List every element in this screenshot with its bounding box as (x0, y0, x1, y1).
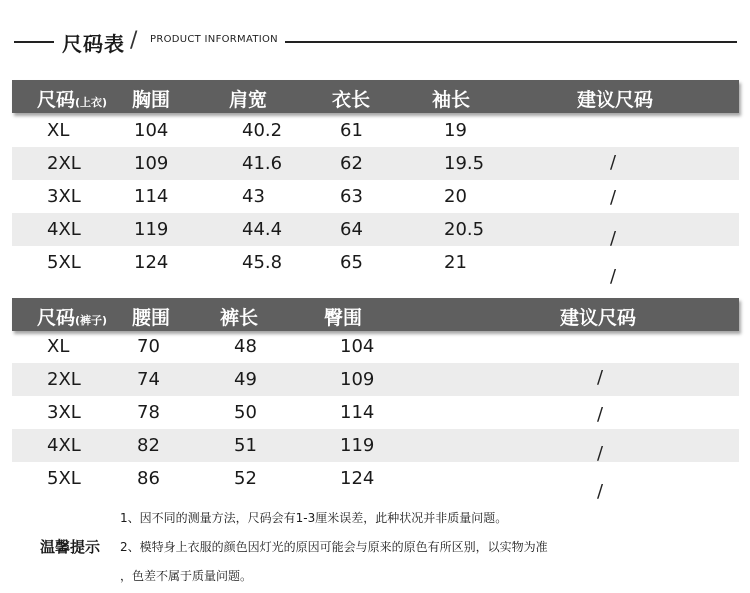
cell-size: XL (47, 120, 70, 141)
header-recommend: 建议尺码 (560, 307, 637, 329)
header-recommend: 建议尺码 (577, 89, 654, 111)
table-row (12, 114, 739, 147)
header-hip: 臀围 (324, 307, 363, 329)
cell-pants-length: 49 (234, 369, 257, 390)
cell-size: 2XL (47, 153, 81, 174)
cell-recommend: / (610, 152, 617, 173)
cell-recommend: / (597, 404, 604, 425)
cell-pants-length: 48 (234, 336, 257, 357)
cell-size: XL (47, 336, 70, 357)
cell-hip: 119 (340, 435, 375, 456)
cell-chest: 114 (134, 186, 169, 207)
cell-pants-length: 52 (234, 468, 257, 489)
header-size: 尺码(裤子) (37, 307, 108, 329)
cell-shoulder: 40.2 (242, 120, 283, 141)
table-row (12, 147, 739, 180)
cell-sleeve: 21 (444, 252, 467, 273)
size-chart-title-bar (0, 26, 750, 56)
cell-length: 65 (340, 252, 363, 273)
cell-length: 62 (340, 153, 363, 174)
notes-label: 温馨提示 (40, 538, 101, 556)
table-row (12, 330, 739, 363)
cell-waist: 78 (137, 402, 160, 423)
title-slash: / (130, 28, 138, 53)
note-line-2: 2、模特身上衣服的颜色因灯光的原因可能会与原来的原色有所区别，以实物为准 (120, 540, 548, 554)
cell-length: 63 (340, 186, 363, 207)
cell-chest: 124 (134, 252, 169, 273)
cell-sleeve: 20 (444, 186, 467, 207)
cell-size: 2XL (47, 369, 81, 390)
cell-recommend: / (597, 443, 604, 464)
cell-recommend: / (597, 367, 604, 388)
note-line-3: ，色差不属于质量问题。 (120, 569, 253, 583)
table-row (12, 246, 739, 279)
cell-waist: 82 (137, 435, 160, 456)
header-size: 尺码(上衣) (37, 89, 108, 111)
cell-hip: 104 (340, 336, 375, 357)
table-row (12, 396, 739, 429)
cell-waist: 86 (137, 468, 160, 489)
cell-length: 64 (340, 219, 363, 240)
title-divider-right (285, 41, 737, 43)
tops-table-header (12, 80, 739, 113)
table-row (12, 429, 739, 462)
cell-sleeve: 20.5 (444, 219, 485, 240)
table-row (12, 462, 739, 495)
note-line-1: 1、因不同的测量方法，尺码会有1-3厘米误差，此种状况并非质量问题。 (120, 511, 508, 525)
cell-hip: 109 (340, 369, 375, 390)
cell-size: 5XL (47, 468, 81, 489)
table-row (12, 213, 739, 246)
notes-section (0, 500, 750, 593)
table-row (12, 363, 739, 396)
cell-shoulder: 41.6 (242, 153, 283, 174)
cell-pants-length: 50 (234, 402, 257, 423)
cell-recommend: / (610, 228, 617, 249)
header-pants-length: 裤长 (220, 307, 259, 329)
header-chest: 胸围 (132, 89, 171, 111)
cell-recommend: / (610, 187, 617, 208)
cell-shoulder: 45.8 (242, 252, 283, 273)
cell-recommend: / (597, 481, 604, 502)
header-size-sub: (裤子) (75, 314, 108, 327)
cell-shoulder: 43 (242, 186, 265, 207)
header-shoulder: 肩宽 (229, 89, 268, 111)
title-divider-left (14, 41, 54, 43)
cell-sleeve: 19 (444, 120, 467, 141)
cell-chest: 104 (134, 120, 169, 141)
cell-chest: 109 (134, 153, 169, 174)
cell-hip: 124 (340, 468, 375, 489)
pants-table-header (12, 298, 739, 331)
header-waist: 腰围 (132, 307, 171, 329)
cell-size: 4XL (47, 435, 81, 456)
cell-waist: 70 (137, 336, 160, 357)
cell-hip: 114 (340, 402, 375, 423)
header-size-sub: (上衣) (75, 96, 108, 109)
page-subtitle: PRODUCT INFORMATION (150, 34, 278, 45)
table-row (12, 180, 739, 213)
cell-shoulder: 44.4 (242, 219, 283, 240)
cell-length: 61 (340, 120, 363, 141)
cell-size: 5XL (47, 252, 81, 273)
cell-size: 4XL (47, 219, 81, 240)
header-length: 衣长 (332, 89, 371, 111)
cell-waist: 74 (137, 369, 160, 390)
cell-size: 3XL (47, 402, 81, 423)
cell-sleeve: 19.5 (444, 153, 485, 174)
cell-pants-length: 51 (234, 435, 257, 456)
header-sleeve: 袖长 (432, 89, 471, 111)
cell-size: 3XL (47, 186, 81, 207)
cell-recommend: / (610, 266, 617, 287)
cell-chest: 119 (134, 219, 169, 240)
page-title: 尺码表 (62, 32, 125, 56)
